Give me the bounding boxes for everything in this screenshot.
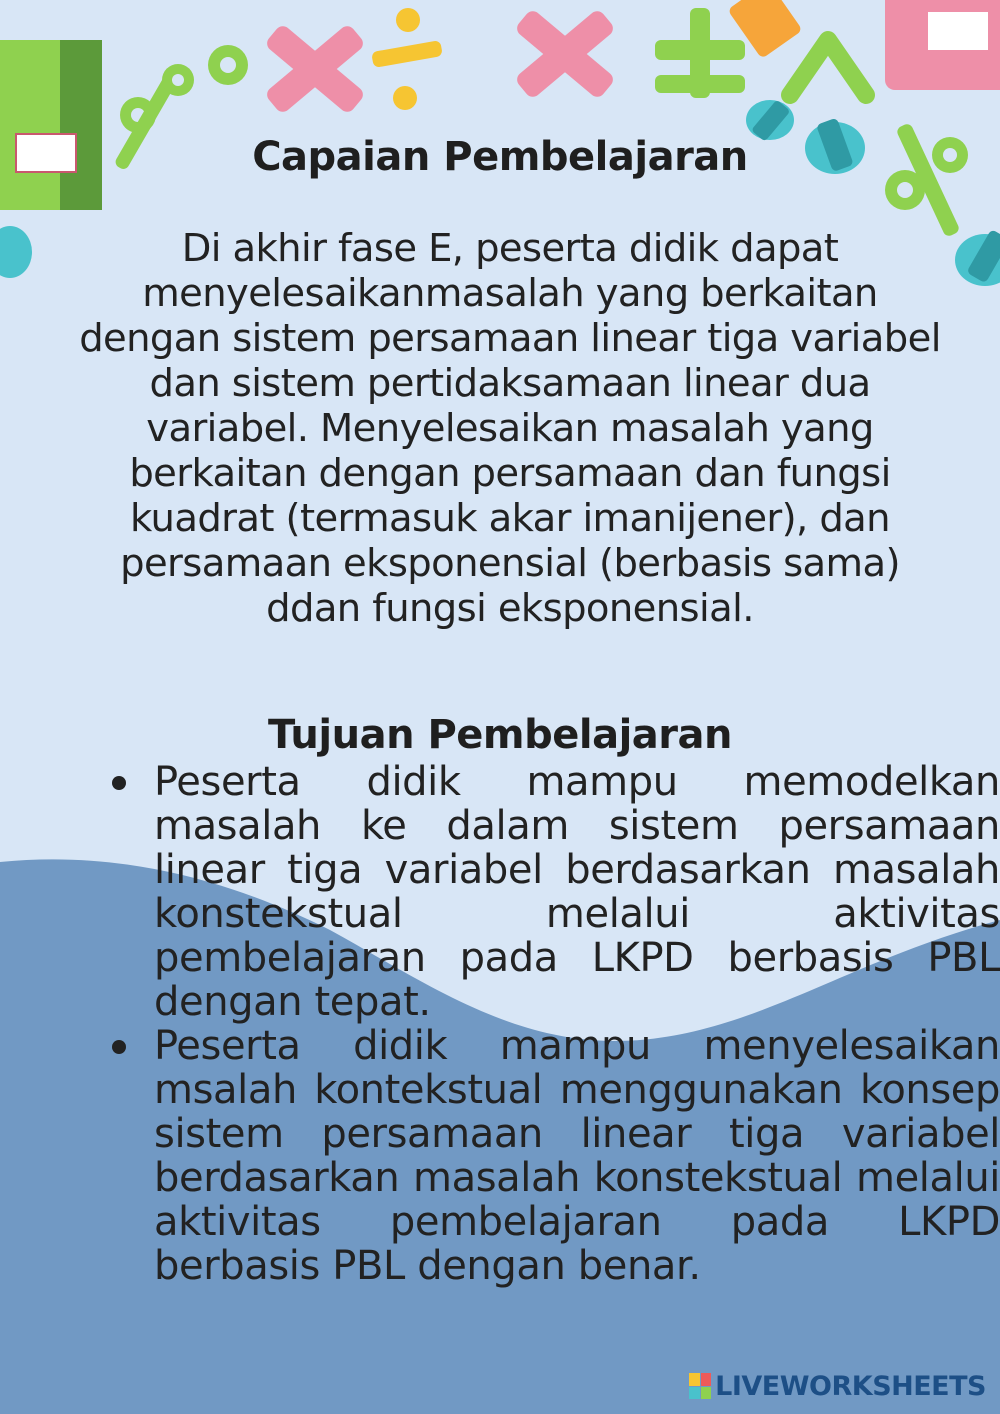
pushpin-icon-4	[0, 226, 32, 278]
pushpin-icon-3	[955, 229, 1000, 286]
capaian-paragraph: Di akhir fase E, peserta didik dapat menyelesaikanmasalah yang berkaitan dengan sistem persamaan linear tiga variabel dan sistem pertidaksamaan linear dua variabel. Menyelesaikan masalah yang berkaitan dengan persamaan dan fungsi kuadrat (termasuk akar imanijener), dan persamaan eksponensial (berbasis sama) ddan fungsi eksponensial.	[79, 226, 941, 631]
objective-text: Peserta didik mampu memodelkan masalah ke dalam sistem persamaan linear tiga variabel berdasarkan masalah konstekstual melalui aktivitas pembelajaran pada LKPD berbasis PBL dengan tepat.	[154, 759, 1000, 1025]
ring-icon	[208, 45, 248, 85]
tujuan-heading: Tujuan Pembelajaran	[268, 712, 732, 758]
list-item	[154, 760, 1000, 1024]
plus-minus-icon	[655, 8, 745, 98]
bullet-icon	[112, 776, 126, 790]
objectives-list	[100, 760, 1000, 1288]
multiply-icon	[264, 23, 366, 115]
objective-text: Peserta didik mampu menyelesaikan msalah kontekstual menggunakan konsep sistem persamaan linear tiga variabel berdasarkan masalah konstekstual melalui aktivitas pembelajaran pada LKPD berbasis PBL dengan benar.	[154, 1023, 1000, 1289]
liveworksheets-watermark	[689, 1366, 986, 1406]
sticky-note-icon	[885, 0, 1000, 90]
bullet-icon	[112, 1040, 126, 1054]
watermark-text: LIVEWORKSHEETS	[715, 1370, 986, 1402]
caret-icon	[790, 40, 866, 95]
liveworksheets-logo-icon	[689, 1373, 711, 1399]
book-icon	[0, 40, 102, 210]
capaian-heading: Capaian Pembelajaran	[252, 134, 748, 180]
multiply-icon-2	[514, 8, 616, 100]
divide-icon	[371, 8, 443, 110]
list-item	[154, 1024, 1000, 1288]
